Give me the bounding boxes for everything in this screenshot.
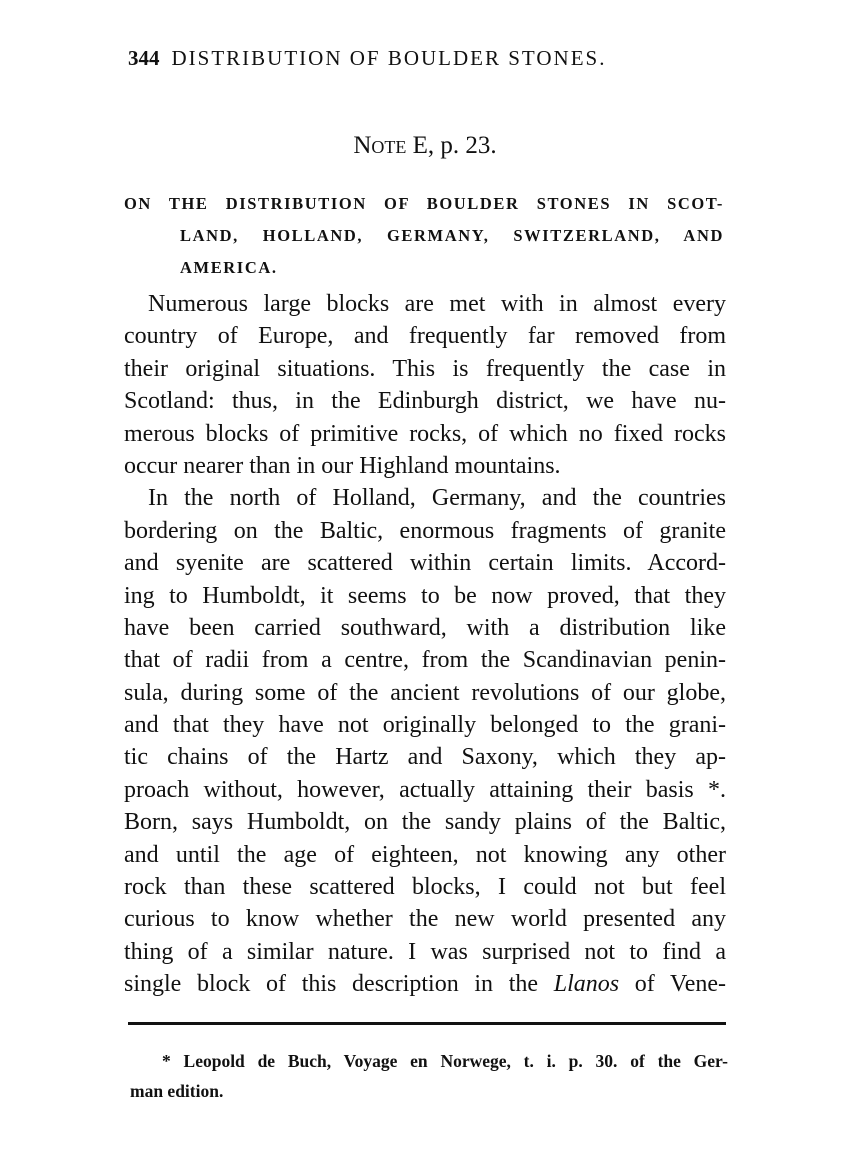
running-head — [128, 46, 768, 71]
heading-line: LAND, HOLLAND, GERMANY, SWITZERLAND, AND — [180, 226, 724, 245]
running-head-title: DISTRIBUTION OF BOULDER STONES. — [171, 46, 607, 70]
note-label: Note — [353, 132, 407, 159]
body-text — [124, 288, 726, 1001]
text-line: rock than these scattered blocks, I could not but feel — [124, 874, 726, 901]
text-fragment: of Vene- — [619, 971, 726, 998]
text-line: proach without, however, actually attaining their basis *. — [124, 776, 726, 803]
text-line: curious to know whether the new world presented any — [124, 906, 726, 933]
text-line: In the north of Holland, Germany, and the countries — [148, 485, 726, 512]
text-line: and until the age of eighteen, not knowing any other — [124, 841, 726, 868]
text-line-last — [124, 968, 726, 1000]
italic-term: Llanos — [553, 971, 620, 998]
text-line: ing to Humboldt, it seems to be now proved, that they — [124, 582, 726, 609]
text-line: occur nearer than in our Highland mountains. — [124, 452, 561, 479]
heading-line: AMERICA. — [180, 258, 278, 277]
footnote — [130, 1046, 728, 1106]
section-heading — [124, 188, 724, 284]
heading-line: ON THE DISTRIBUTION OF BOULDER STONES IN SCOT- — [124, 194, 724, 213]
text-line: country of Europe, and frequently far removed from — [124, 323, 726, 350]
text-line: bordering on the Baltic, enormous fragments of granite — [124, 517, 726, 544]
text-line: sula, during some of the ancient revolutions of our globe, — [124, 679, 726, 706]
note-reference: E, p. 23. — [406, 132, 497, 159]
note-title — [0, 132, 850, 160]
text-line: Numerous large blocks are met with in almost every — [148, 291, 726, 317]
text-line: Born, says Humboldt, on the sandy plains of the Baltic, — [124, 809, 726, 836]
text-line: and syenite are scattered within certain limits. Accord- — [124, 550, 726, 577]
footnote-rule — [128, 1022, 726, 1025]
text-line: that of radii from a centre, from the Scandinavian penin- — [124, 647, 726, 674]
footnote-line: * Leopold de Buch, Voyage en Norwege, t. i. p. 30. of the Ger- — [162, 1051, 728, 1071]
text-line: their original situations. This is frequently the case in — [124, 355, 726, 382]
text-line: merous blocks of primitive rocks, of which no fixed rocks — [124, 420, 726, 447]
text-line: have been carried southward, with a distribution like — [124, 614, 726, 641]
page-number: 344 — [128, 46, 160, 70]
text-line: thing of a similar nature. I was surprised not to find a — [124, 938, 726, 965]
text-fragment: single block of this description in the — [124, 971, 554, 998]
text-line: Scotland: thus, in the Edinburgh district, we have nu- — [124, 388, 726, 415]
footnote-line: man edition. — [130, 1081, 224, 1101]
text-line: and that they have not originally belonged to the grani- — [124, 712, 726, 739]
text-line: tic chains of the Hartz and Saxony, which they ap- — [124, 744, 726, 771]
